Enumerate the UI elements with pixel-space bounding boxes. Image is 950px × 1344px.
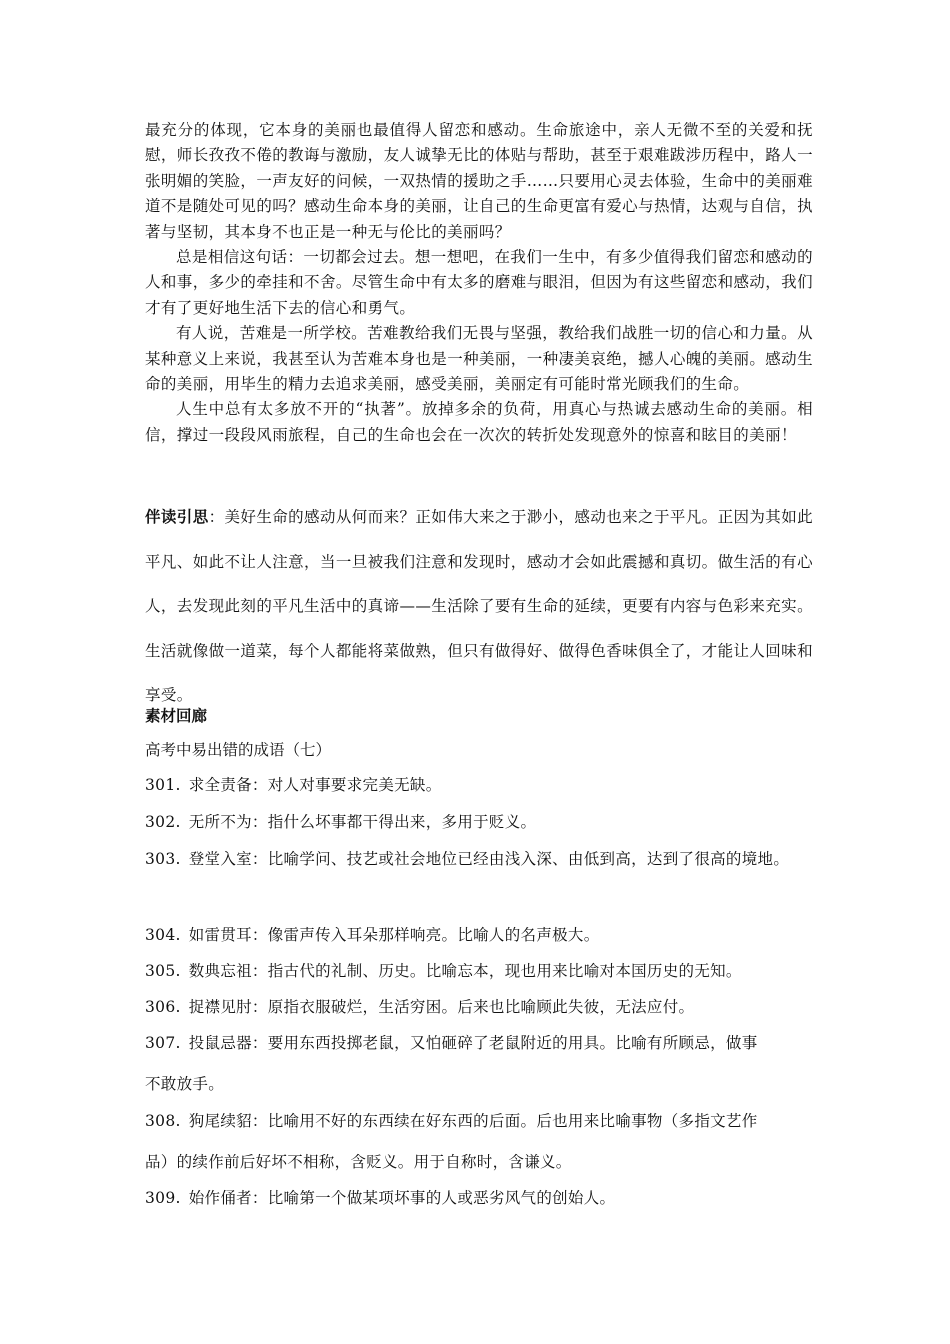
idiom-continuation: 不敢放手。 xyxy=(145,1075,225,1093)
idiom-number: 308. xyxy=(145,1112,181,1130)
idiom-item xyxy=(145,995,825,1017)
reading-guide-text: ：美好生命的感动从何而来？正如伟大来之于渺小，感动也来之于平凡。正因为其如此平凡、如此不让人注意，当一旦被我们注意和发现时，感动才会如此震撼和真切。做生活的有心人，去发现此刻的平凡生活中的真谛——生活除了要有生命的延续，更要有内容与色彩来充实。生活就像做一道菜，每个人都能将菜做熟，但只有做得好、做得色香味俱全了，才能让人回味和享受。 xyxy=(145,508,813,704)
idiom-item xyxy=(145,1031,825,1053)
idiom-item xyxy=(145,923,825,945)
idiom-number: 307. xyxy=(145,1034,181,1052)
idiom-text: 如雷贯耳：像雷声传入耳朵那样响亮。比喻人的名声极大。 xyxy=(188,926,600,944)
idiom-number: 301. xyxy=(145,776,181,794)
idiom-number: 304. xyxy=(145,926,181,944)
idiom-item xyxy=(145,847,825,869)
idiom-continuation: 品）的续作前后好坏不相称，含贬义。用于自称时，含谦义。 xyxy=(145,1153,572,1171)
essay-body xyxy=(145,118,813,448)
idiom-text: 求全责备：对人对事要求完美无缺。 xyxy=(188,776,442,794)
reading-guide xyxy=(145,495,813,718)
reading-guide-label: 伴读引思 xyxy=(145,507,209,526)
idiom-text: 捉襟见肘：原指衣服破烂，生活穷困。后来也比喻顾此失彼，无法应付。 xyxy=(188,998,695,1016)
idiom-number: 309. xyxy=(145,1189,181,1207)
idiom-text: 始作俑者：比喻第一个做某项坏事的人或恶劣风气的创始人。 xyxy=(188,1189,616,1207)
idiom-text: 无所不为：指什么坏事都干得出来，多用于贬义。 xyxy=(188,813,537,831)
idiom-number: 303. xyxy=(145,850,181,868)
idiom-number: 302. xyxy=(145,813,181,831)
idiom-item xyxy=(145,1109,825,1131)
section-subtitle: 高考中易出错的成语（七） xyxy=(145,741,332,759)
idiom-item xyxy=(145,773,825,795)
idiom-item xyxy=(145,959,825,981)
idiom-item xyxy=(145,1186,825,1208)
essay-paragraph: 人生中总有太多放不开的“执著”。放掉多余的负荷，用真心与热诚去感动生命的美丽。相信，撑过一段段风雨旅程，自己的生命也会在一次次的转折处发现意外的惊喜和眩目的美丽！ xyxy=(145,400,813,444)
idiom-number: 306. xyxy=(145,998,181,1016)
essay-paragraph: 最充分的体现，它本身的美丽也最值得人留恋和感动。生命旅途中，亲人无微不至的关爱和抚慰，师长孜孜不倦的教诲与激励，友人诚挚无比的体贴与帮助，甚至于艰难跋涉历程中，路人一张明媚的笑脸，一声友好的问候，一双热情的援助之手……只要用心灵去体验，生命中的美丽难道不是随处可见的吗？感动生命本身的美丽，让自己的生命更富有爱心与热情，达观与自信，执著与坚韧，其本身不也正是一种无与伦比的美丽吗？ xyxy=(145,121,813,241)
idiom-text: 登堂入室：比喻学问、技艺或社会地位已经由浅入深、由低到高，达到了很高的境地。 xyxy=(188,850,790,868)
idiom-text: 投鼠忌器：要用东西投掷老鼠，又怕砸碎了老鼠附近的用具。比喻有所顾忌，做事 xyxy=(188,1034,758,1052)
essay-paragraph: 总是相信这句话：一切都会过去。想一想吧，在我们一生中，有多少值得我们留恋和感动的人和事，多少的牵挂和不舍。尽管生命中有太多的磨难与眼泪，但因为有这些留恋和感动，我们才有了更好地生活下去的信心和勇气。 xyxy=(145,248,813,317)
idiom-item xyxy=(145,810,825,832)
idiom-text: 狗尾续貂：比喻用不好的东西续在好东西的后面。后也用来比喻事物（多指文艺作 xyxy=(188,1112,758,1130)
section-heading: 素材回廊 xyxy=(145,707,208,725)
idiom-number: 305. xyxy=(145,962,181,980)
essay-paragraph: 有人说，苦难是一所学校。苦难教给我们无畏与坚强，教给我们战胜一切的信心和力量。从某种意义上来说，我甚至认为苦难本身也是一种美丽，一种凄美哀绝，撼人心魄的美丽。感动生命的美丽，用毕生的精力去追求美丽，感受美丽，美丽定有可能时常光顾我们的生命。 xyxy=(145,324,813,394)
idiom-text: 数典忘祖：指古代的礼制、历史。比喻忘本，现也用来比喻对本国历史的无知。 xyxy=(188,962,742,980)
